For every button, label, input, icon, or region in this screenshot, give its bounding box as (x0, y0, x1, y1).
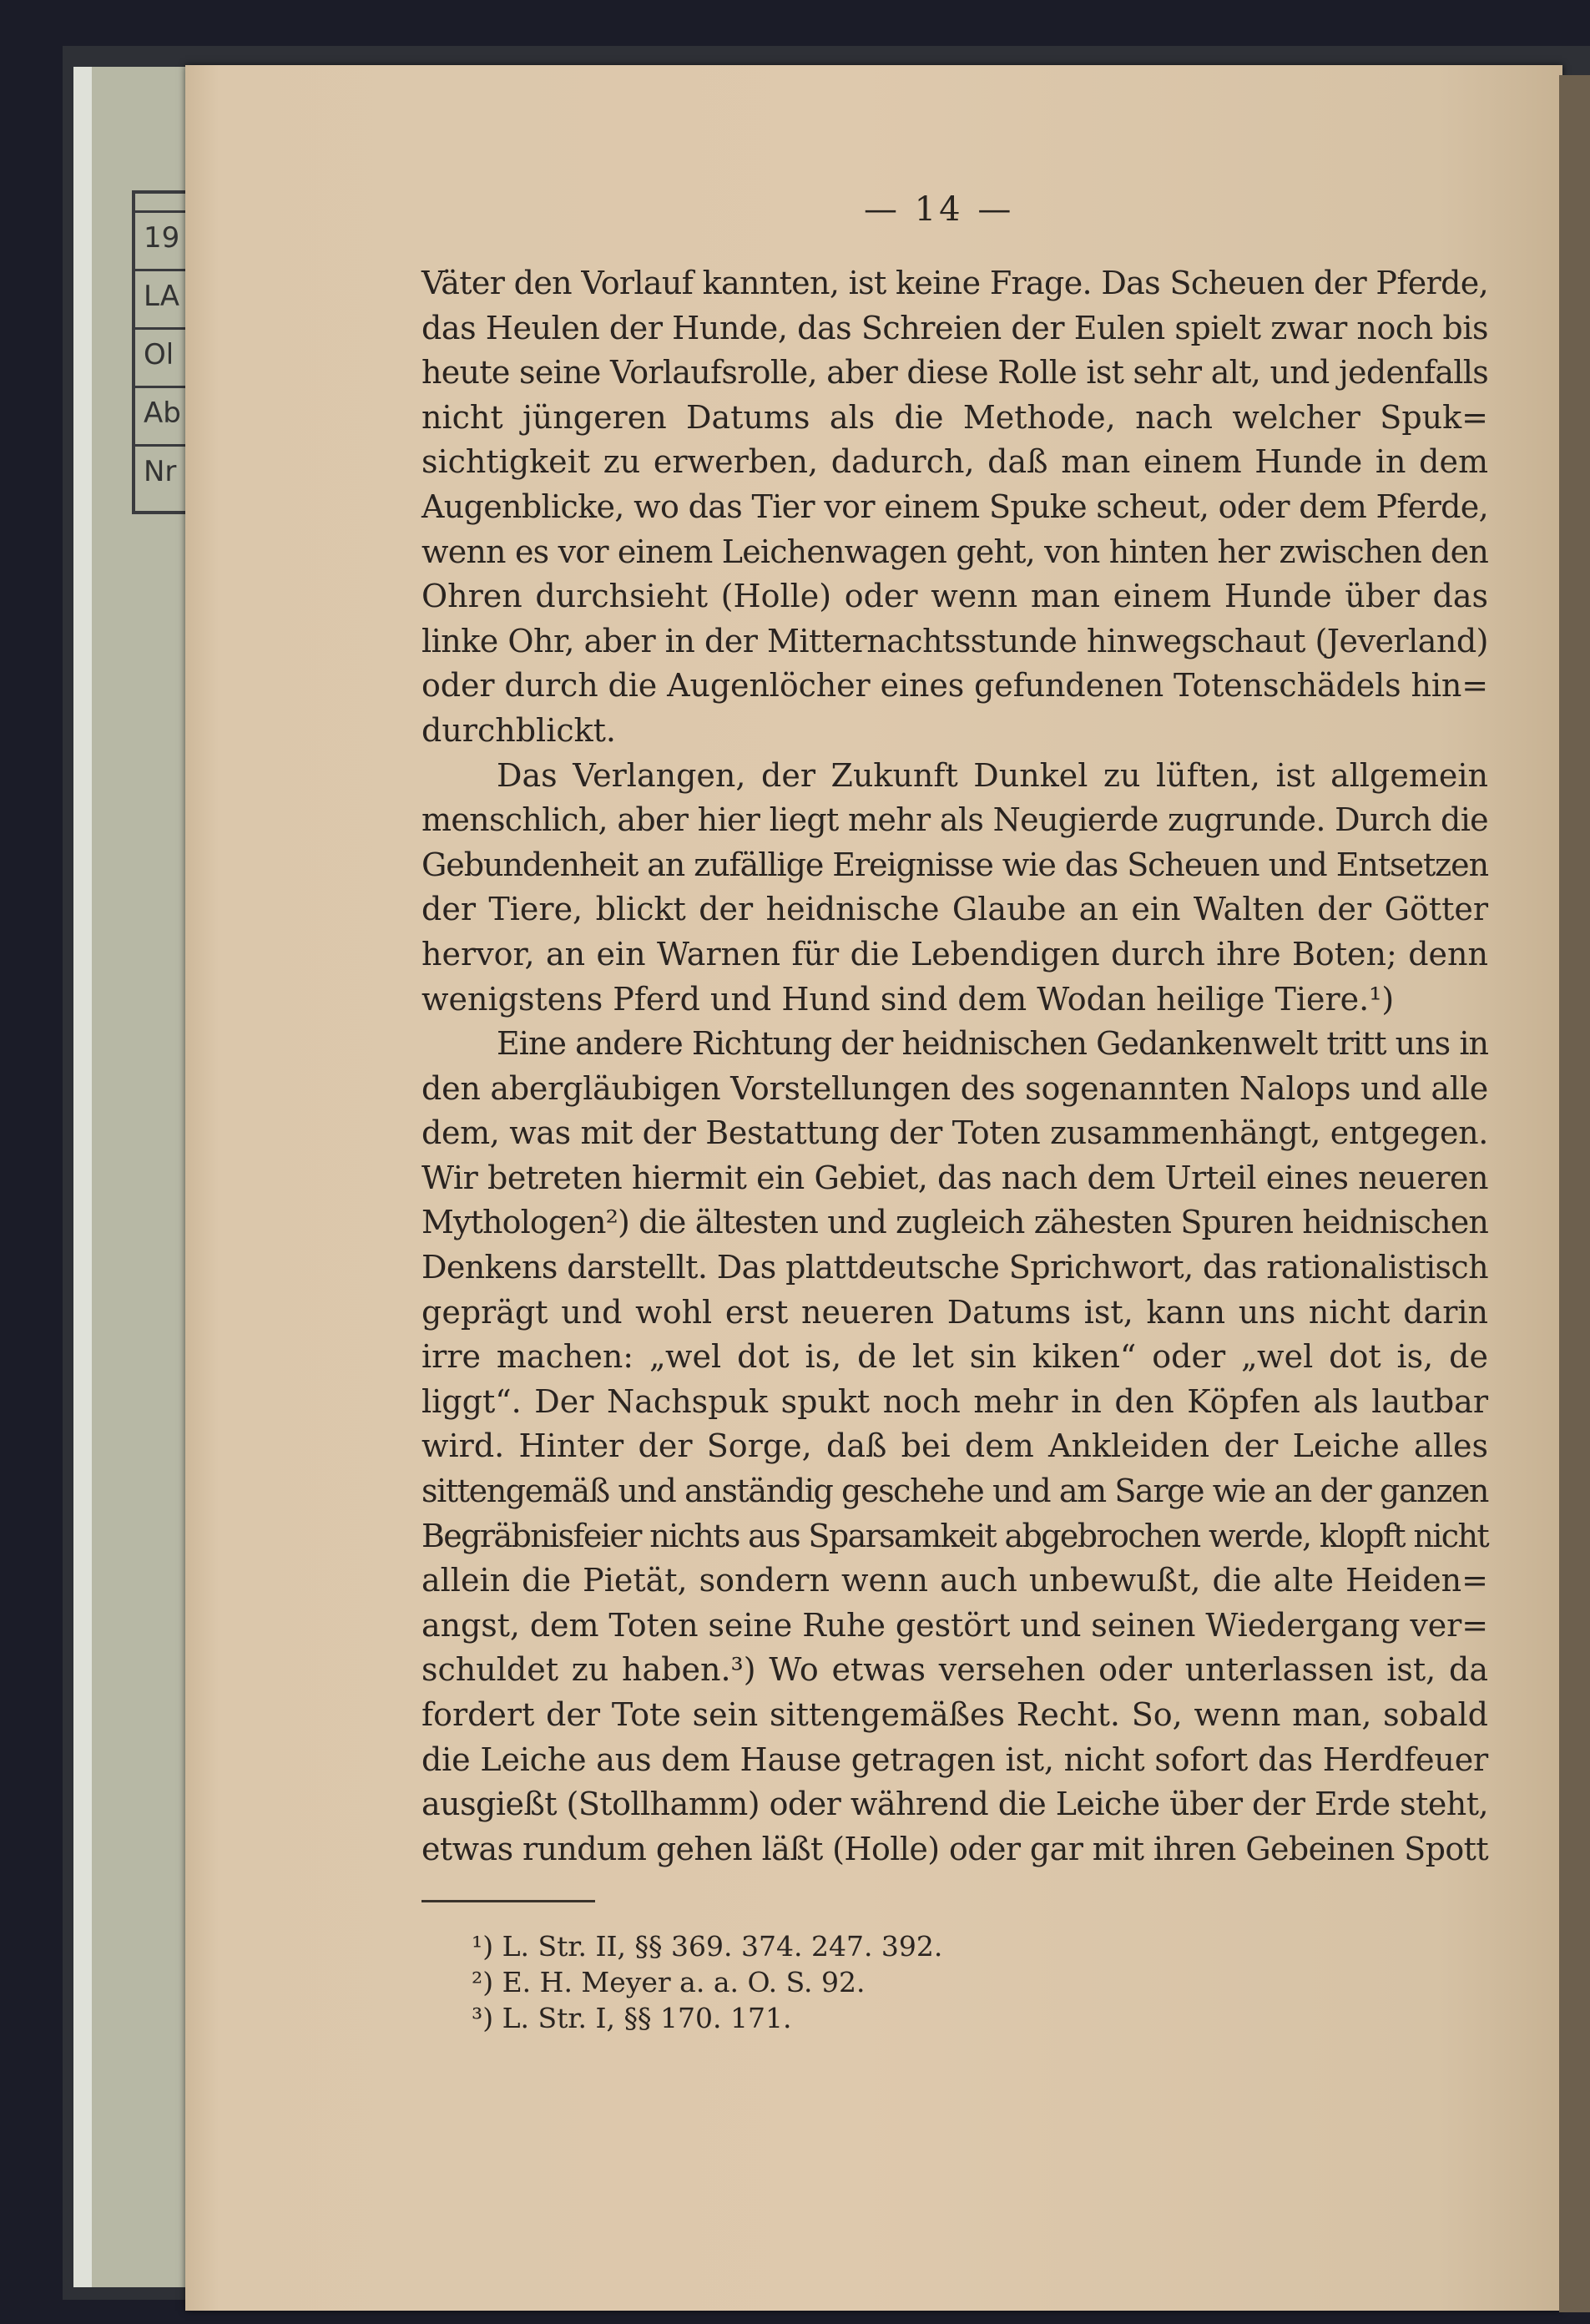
text-line: Gebundenheit an zufällige Ereignisse wie das Scheuen und Entsetzen (421, 846, 1488, 883)
text-line: Das Verlangen, der Zukunft Dunkel zu lüften, ist allgemein (497, 756, 1488, 794)
page-number: — 14 — (864, 190, 1015, 229)
text-line: schuldet zu haben.³) Wo etwas versehen oder unterlassen ist, da (421, 1651, 1488, 1689)
stamp-row-5: Nr (135, 444, 195, 497)
text-line: der Tiere, blickt der heidnische Glaube an ein Walten der Götter (421, 891, 1488, 928)
text-line: fordert der Tote sein sittengemäßes Recht. So, wenn man, sobald (421, 1696, 1488, 1733)
text-line: etwas rundum gehen läßt (Holle) oder gar mit ihren Gebeinen Spott (421, 1830, 1488, 1867)
text-line: die Leiche aus dem Hause getragen ist, nicht sofort das Herdfeuer (421, 1740, 1488, 1778)
footnote-divider (421, 1900, 595, 1902)
text-line: Augenblicke, wo das Tier vor einem Spuke scheut, oder dem Pferde, (421, 488, 1488, 525)
text-line: wird. Hinter der Sorge, daß bei dem Ankleiden der Leiche alles (421, 1427, 1488, 1465)
text-line: menschlich, aber hier liegt mehr als Neugierde zugrunde. Durch die (421, 801, 1488, 839)
stamp-row-3: Ol (135, 327, 195, 380)
body-text (421, 261, 1488, 1872)
text-line: Mythologen²) die ältesten und zugleich zähesten Spuren heidnischen (421, 1204, 1488, 1241)
text-line: linke Ohr, aber in der Mitternachtsstunde hinwegschaut (Jeverland) (421, 622, 1488, 659)
text-line: sichtigkeit zu erwerben, dadurch, daß man einem Hunde in dem (421, 443, 1488, 481)
text-line: Väter den Vorlauf kannten, ist keine Frage. Das Scheuen der Pferde, (421, 265, 1488, 301)
text-line: wenigstens Pferd und Hund sind dem Wodan heilige Tiere.¹) (421, 980, 1395, 1018)
stamp-row-4: Ab (135, 386, 195, 438)
text-line: angst, dem Toten seine Ruhe gestört und seinen Wiedergang ver= (421, 1606, 1488, 1644)
text-line: irre machen: „wel dot is, de let sin kiken“ oder „wel dot is, de (421, 1338, 1488, 1376)
text-line: Ohren durchsieht (Holle) oder wenn man einem Hunde über das (421, 578, 1488, 615)
text-line: Denkens darstellt. Das plattdeutsche Sprichwort, das rationalistisch (421, 1249, 1488, 1286)
stamp-row-1: 19 (135, 210, 195, 263)
text-line: den abergläubigen Vorstellungen des sogenannten Nalops und alle (421, 1069, 1488, 1107)
text-line: heute seine Vorlaufsrolle, aber diese Rolle ist sehr alt, und jedenfalls (421, 354, 1488, 392)
footnote-1: ¹) L. Str. II, §§ 369. 374. 247. 392. (472, 1930, 943, 1963)
text-line: oder durch die Augenlöcher eines gefundenen Totenschädels hin= (421, 667, 1488, 705)
text-line: das Heulen der Hunde, das Schreien der Eulen spielt zwar noch bis (421, 309, 1488, 346)
text-line: Begräbnisfeier nichts aus Sparsamkeit abgebrochen werde, klopft nicht (421, 1517, 1488, 1554)
text-line: ausgießt (Stollhamm) oder während die Leiche über der Erde steht, (421, 1786, 1488, 1823)
footnotes (472, 1928, 942, 2036)
text-line: hervor, an ein Warnen für die Lebendigen durch ihre Boten; denn (421, 935, 1488, 973)
text-line: sittengemäß und anständig geschehe und am Sarge wie an der ganzen (421, 1473, 1488, 1510)
text-line: Wir betreten hiermit ein Gebiet, das nach dem Urteil eines neueren (421, 1159, 1488, 1196)
footnote-3: ³) L. Str. I, §§ 170. 171. (472, 2002, 792, 2034)
text-line: liggt“. Der Nachspuk spukt noch mehr in den Köpfen als lautbar (421, 1382, 1488, 1420)
text-line: wenn es vor einem Leichenwagen geht, von hinten her zwischen den (421, 533, 1488, 570)
text-line: dem, was mit der Bestattung der Toten zusammenhängt, entgegen. (421, 1114, 1488, 1152)
footnote-2: ²) E. H. Meyer a. a. O. S. 92. (472, 1966, 866, 1998)
text-line: geprägt und wohl erst neueren Datums ist, kann uns nicht darin (421, 1293, 1488, 1331)
stamp-row-2: LA (135, 269, 195, 321)
page-right-edge (1559, 75, 1590, 2312)
text-line: allein die Pietät, sondern wenn auch unbewußt, die alte Heiden= (421, 1562, 1488, 1599)
text-line: durchblickt. (421, 711, 617, 749)
text-line: nicht jüngeren Datums als die Methode, nach welcher Spuk= (421, 398, 1488, 436)
text-line: Eine andere Richtung der heidnischen Gedankenwelt tritt uns in (497, 1025, 1488, 1063)
